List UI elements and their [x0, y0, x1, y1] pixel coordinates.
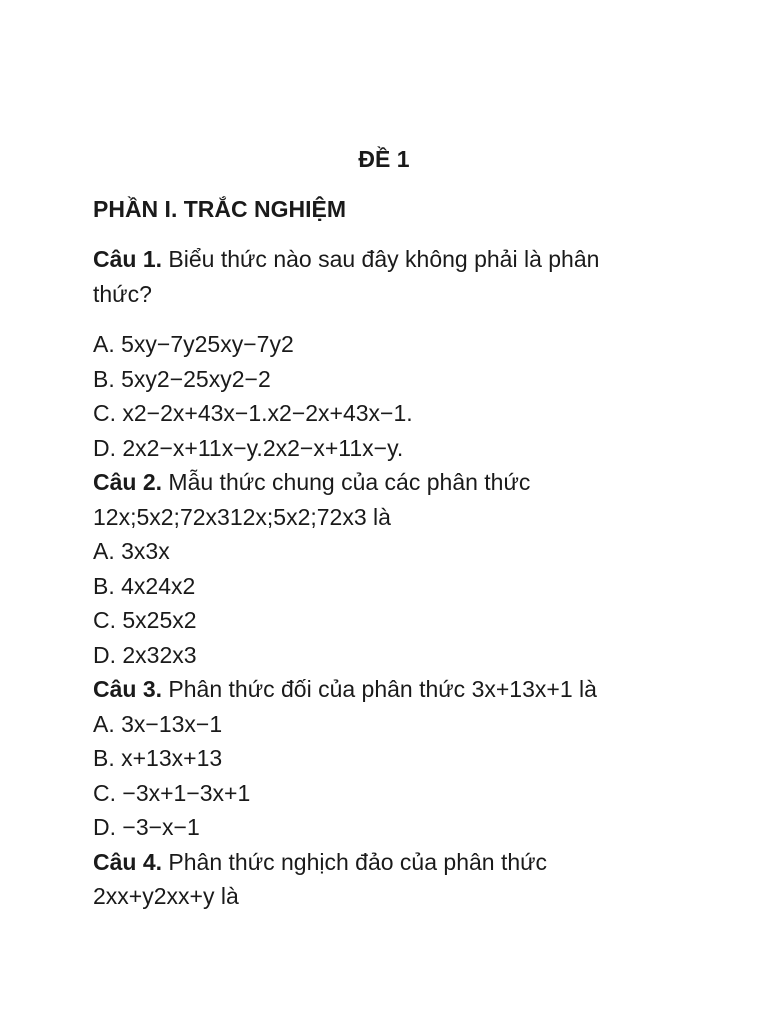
answer-option-a: A. 3x−13x−1 — [93, 710, 223, 737]
answer-option-d: D. 2x2−x+11x−y.2x2−x+11x−y. — [93, 434, 404, 461]
answer-option-c: C. −3x+1−3x+1 — [93, 779, 251, 806]
question-list — [93, 242, 653, 914]
document-title: ĐỀ 1 — [358, 146, 410, 172]
answer-option-b: B. x+13x+13 — [93, 745, 223, 771]
answer-option-a: A. 5xy−7y25xy−7y2 — [93, 331, 294, 357]
answer-option-a: A. 3x3x — [93, 538, 170, 564]
question-text — [93, 465, 653, 534]
answer-option-b: B. 4x24x2 — [93, 572, 196, 599]
question-body: Mẫu thức chung của các phân thức 12x;5x2;72x312x;5x2;72x3 là — [93, 469, 531, 530]
question-text — [93, 845, 653, 914]
question-text — [93, 242, 653, 311]
question-label: Câu 4. — [93, 848, 163, 875]
question-label: Câu 2. — [93, 469, 163, 495]
answer-option-d: D. −3−x−1 — [93, 814, 200, 840]
question-text — [93, 672, 653, 707]
answer-option-b: B. 5xy2−25xy2−2 — [93, 365, 271, 392]
question-3 — [93, 672, 653, 845]
answer-option-c: C. 5x25x2 — [93, 607, 197, 633]
question-body: Biểu thức nào sau đây không phải là phân thức? — [93, 246, 600, 307]
question-2 — [93, 465, 653, 672]
question-4 — [93, 845, 653, 914]
section-title: PHẦN I. TRẮC NGHIỆM — [93, 196, 346, 222]
question-label: Câu 3. — [93, 676, 163, 702]
question-body: Phân thức nghịch đảo của phân thức 2xx+y2xx+y là — [93, 848, 548, 909]
answer-option-d: D. 2x32x3 — [93, 641, 197, 668]
question-1 — [93, 242, 653, 465]
question-label: Câu 1. — [93, 246, 163, 272]
question-body: Phân thức đối của phân thức 3x+13x+1 là — [162, 676, 597, 702]
answer-option-c: C. x2−2x+43x−1.x2−2x+43x−1. — [93, 400, 413, 426]
